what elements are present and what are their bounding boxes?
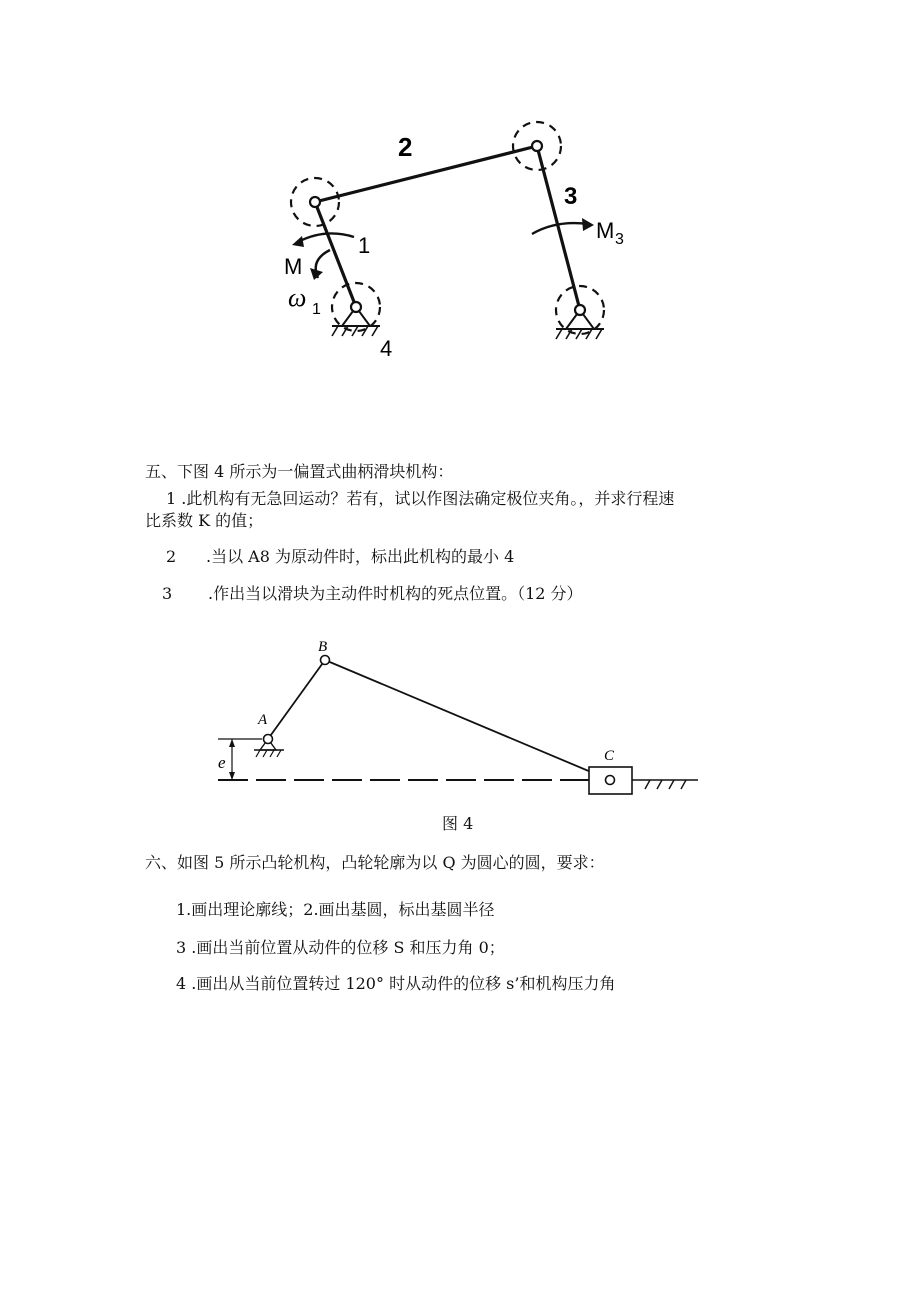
label-link-2: 2: [398, 132, 413, 162]
pin-joint: [310, 197, 320, 207]
joint-b: [321, 656, 330, 665]
label-moment-m: M: [284, 254, 303, 279]
label-a: A: [258, 712, 268, 728]
section5-item3-text: .作出当以滑块为主动件时机构的死点位置。（12 分）: [208, 584, 583, 603]
moment-m3-arrow-icon: [532, 218, 594, 234]
label-omega-sub: 1: [312, 301, 321, 318]
label-link-3: 3: [564, 183, 578, 210]
link-2: [315, 146, 537, 202]
joint-a: [264, 735, 273, 744]
label-b: B: [318, 639, 328, 655]
moment-arrow-icon: [292, 233, 354, 247]
section6-item4: 4 .画出从当前位置转过 120° 时从动件的位移 s’和机构压力角: [176, 974, 616, 993]
section6-item3: 3 .画出当前位置从动件的位移 S 和压力角 0；: [176, 938, 505, 957]
joint-c: [606, 776, 615, 785]
label-ground-4: 4: [380, 336, 393, 361]
label-m3-sub: 3: [615, 231, 624, 248]
crank-ab: [268, 660, 325, 739]
label-m3: M: [596, 218, 615, 243]
section5-item2-number: 2: [166, 547, 177, 566]
four-bar-linkage-figure: [270, 110, 650, 370]
coupler-bc: [325, 660, 610, 780]
figure4-caption: 图 4: [442, 814, 474, 833]
section5-item3-number: 3: [162, 584, 173, 603]
slider-ground-hatch: [645, 780, 686, 789]
section5-item1-line2: 比系数 K 的值；: [145, 511, 264, 530]
omega-arrow-icon: [310, 250, 330, 280]
pin-joint: [532, 141, 542, 151]
label-link-1: 1: [358, 233, 371, 258]
section6-heading: 六、如图 5 所示凸轮机构，凸轮轮廓为以 Q 为圆心的圆，要求：: [145, 853, 605, 872]
pin-joint: [351, 302, 361, 312]
section5-item1-line1: 1 .此机构有无急回运动？若有，试以作图法确定极位夹角。，并求行程速: [166, 489, 675, 508]
section5-item2-text: .当以 A8 为原动件时，标出此机构的最小 4: [206, 547, 515, 566]
label-c: C: [604, 748, 615, 764]
section5-heading: 五、下图 4 所示为一偏置式曲柄滑块机构：: [145, 462, 454, 481]
label-e: e: [218, 753, 226, 772]
section6-item1: 1.画出理论廓线；2.画出基圆，标出基圆半径: [176, 900, 495, 919]
slider-crank-figure: [210, 630, 710, 810]
label-omega: ω: [288, 283, 307, 312]
pin-joint: [575, 305, 585, 315]
